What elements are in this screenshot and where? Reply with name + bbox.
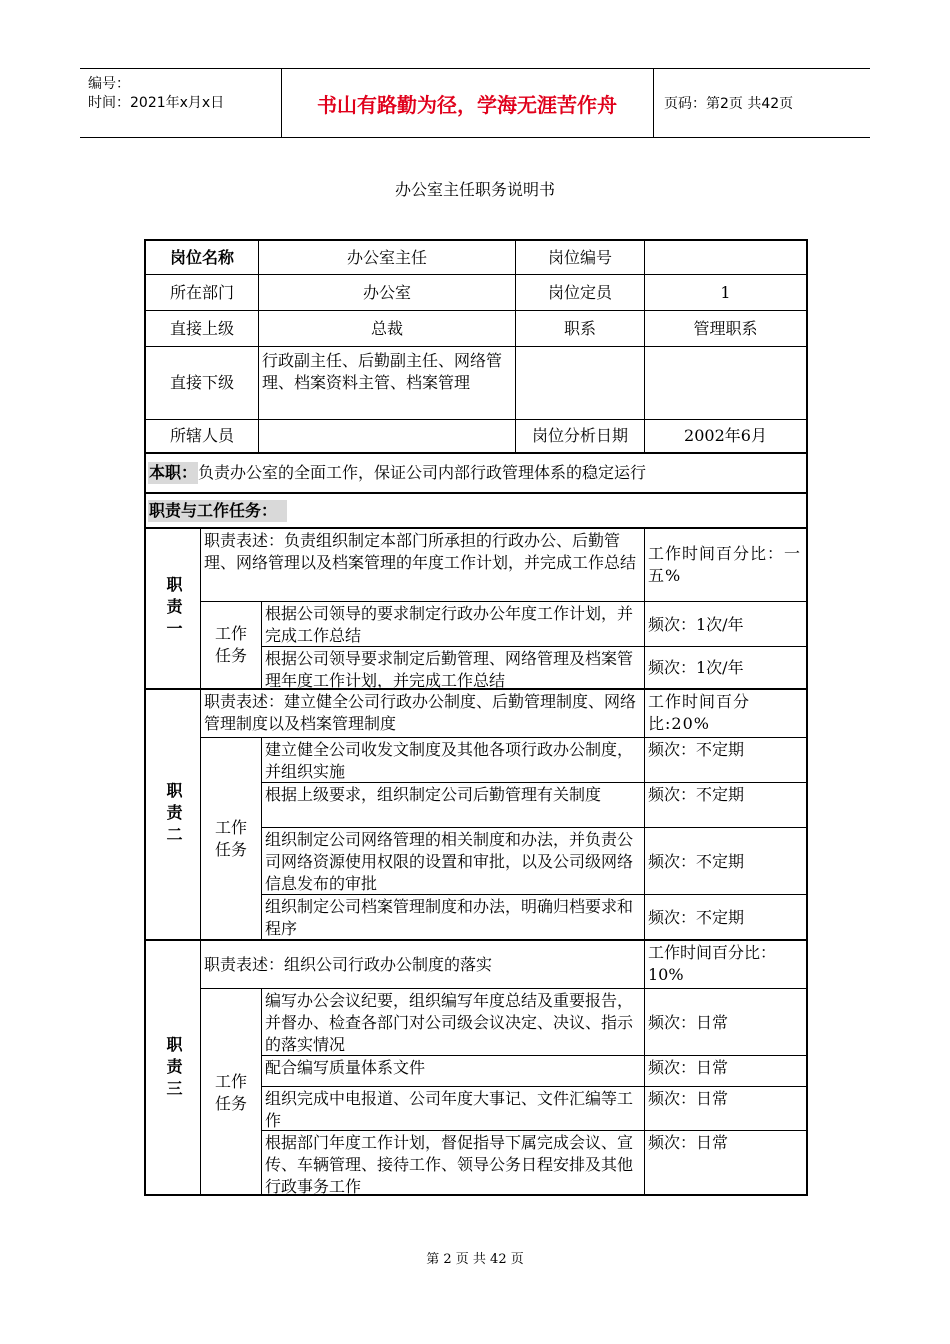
duty-3-task-4-freq: 频次：日常 <box>648 1133 729 1152</box>
duty-1-task-1-freq: 频次：1次/年 <box>645 602 806 647</box>
duty-2-task-label <box>201 738 262 941</box>
value-job-family: 管理职系 <box>645 311 806 347</box>
doc-date-label: 时间：2021年x月x日 <box>88 95 225 111</box>
label-headcount: 岗位定员 <box>516 275 645 311</box>
duty-2-statement: 职责表述：建立健全公司行政办公制度、后勤管理制度、网络管理制度以及档案管理制度 <box>201 690 645 738</box>
duty-2-task-4: 组织制定公司档案管理制度和办法，明确归档要求和程序 <box>262 895 645 941</box>
duty-summary-text: 负责办公室的全面工作，保证公司内部行政管理体系的稳定运行 <box>198 463 647 482</box>
blank-cell-a <box>516 347 645 420</box>
label-position-name: 岗位名称 <box>146 241 259 275</box>
header-motto: 书山有路勤为径，学海无涯苦作舟 <box>281 69 654 137</box>
label-superior: 直接上级 <box>146 311 259 347</box>
duty-3-statement: 职责表述：组织公司行政办公制度的落实 <box>201 941 645 989</box>
document-title: 办公室主任职务说明书 <box>394 180 555 199</box>
label-analysis-date: 岗位分析日期 <box>516 420 645 454</box>
duty-2-task-label-text: 工作任务 <box>214 817 247 859</box>
value-headcount: 1 <box>645 275 806 311</box>
value-staff <box>259 420 516 454</box>
duty-3-task-2: 配合编写质量体系文件 <box>262 1056 645 1087</box>
value-position-name: 办公室主任 <box>259 241 516 275</box>
duty-3-time-pct: 工作时间百分比：10% <box>645 941 806 989</box>
duty-2-task-2-freq: 频次：不定期 <box>645 783 806 828</box>
duty-1-name <box>146 529 201 690</box>
value-superior: 总裁 <box>259 311 516 347</box>
duty-1-task-label-text: 工作任务 <box>214 624 247 665</box>
page-footer: 第 2 页 共 42 页 <box>426 1252 524 1267</box>
value-position-code <box>645 241 806 275</box>
doc-number-label: 编号： <box>88 76 130 92</box>
duties-heading: 职责与工作任务： <box>148 500 287 522</box>
duty-1-task-1: 根据公司领导的要求制定行政办公年度工作计划，并完成工作总结 <box>262 602 645 647</box>
duty-3-task-label <box>201 989 262 1196</box>
duty-3-task-2-freq: 频次：日常 <box>645 1056 806 1087</box>
header-page-info: 页码：第2页 共42页 <box>664 96 794 112</box>
label-position-code: 岗位编号 <box>516 241 645 275</box>
duty-2-name <box>146 690 201 941</box>
duty-3-task-label-text: 工作任务 <box>214 1071 247 1113</box>
label-subordinates: 直接下级 <box>146 347 259 420</box>
duty-3-task-3-freq: 频次：日常 <box>645 1087 806 1131</box>
duty-summary-label: 本职： <box>149 463 198 482</box>
label-staff: 所辖人员 <box>146 420 259 454</box>
duty-1-time-pct: 工作时间百分比：一五% <box>645 529 806 602</box>
duty-2-task-2: 根据上级要求，组织制定公司后勤管理有关制度 <box>262 783 645 828</box>
duty-3-name-text: 职责三 <box>164 1035 183 1102</box>
duty-1-name-text: 职责一 <box>164 575 183 642</box>
duty-2-name-text: 职责二 <box>164 781 183 848</box>
duties-heading-row <box>146 494 806 529</box>
duty-2-task-4-freq: 频次：不定期 <box>645 895 806 941</box>
blank-cell-b <box>645 347 806 420</box>
duty-summary-row <box>146 454 806 494</box>
job-description-table <box>144 239 808 1196</box>
duty-2-task-1-freq: 频次：不定期 <box>645 738 806 783</box>
duty-3-task-4: 根据部门年度工作计划，督促指导下属完成会议、宣传、车辆管理、接待工作、领导公务日程安排及其他行政事务工作 <box>262 1131 645 1196</box>
duty-1-task-2: 根据公司领导要求制定后勤管理、网络管理及档案管理年度工作计划，并完成工作总结 <box>262 647 645 690</box>
duty-2-task-3: 组织制定公司网络管理的相关制度和办法，并负责公司网络资源使用权限的设置和审批，以及公司级网络信息发布的审批 <box>262 828 645 895</box>
duty-1-statement: 职责表述：负责组织制定本部门所承担的行政办公、后勤管理、网络管理以及档案管理的年度工作计划，并完成工作总结 <box>201 529 645 602</box>
duty-2-time-pct: 工作时间百分比:20% <box>645 690 806 738</box>
duty-3-task-3: 组织完成中电报道、公司年度大事记、文件汇编等工作 <box>262 1087 645 1131</box>
header-meta <box>80 69 282 137</box>
page-header <box>80 68 870 138</box>
duty-3-task-1: 编写办公会议纪要，组织编写年度总结及重要报告，并督办、检查各部门对公司级会议决定、决议、指示的落实情况 <box>262 989 645 1056</box>
value-department: 办公室 <box>259 275 516 311</box>
duty-2-task-1: 建立健全公司收发文制度及其他各项行政办公制度，并组织实施 <box>262 738 645 783</box>
value-analysis-date: 2002年6月 <box>645 420 806 454</box>
value-subordinates: 行政副主任、后勤副主任、网络管理、档案资料主管、档案管理 <box>259 347 516 420</box>
duty-1-task-2-freq: 频次：1次/年 <box>645 647 806 690</box>
duty-1-task-label <box>201 602 262 690</box>
label-department: 所在部门 <box>146 275 259 311</box>
duty-3-task-1-freq: 频次：日常 <box>645 989 806 1056</box>
label-job-family: 职系 <box>516 311 645 347</box>
duty-2-task-3-freq: 频次：不定期 <box>645 828 806 895</box>
duty-3-name <box>146 941 201 1196</box>
